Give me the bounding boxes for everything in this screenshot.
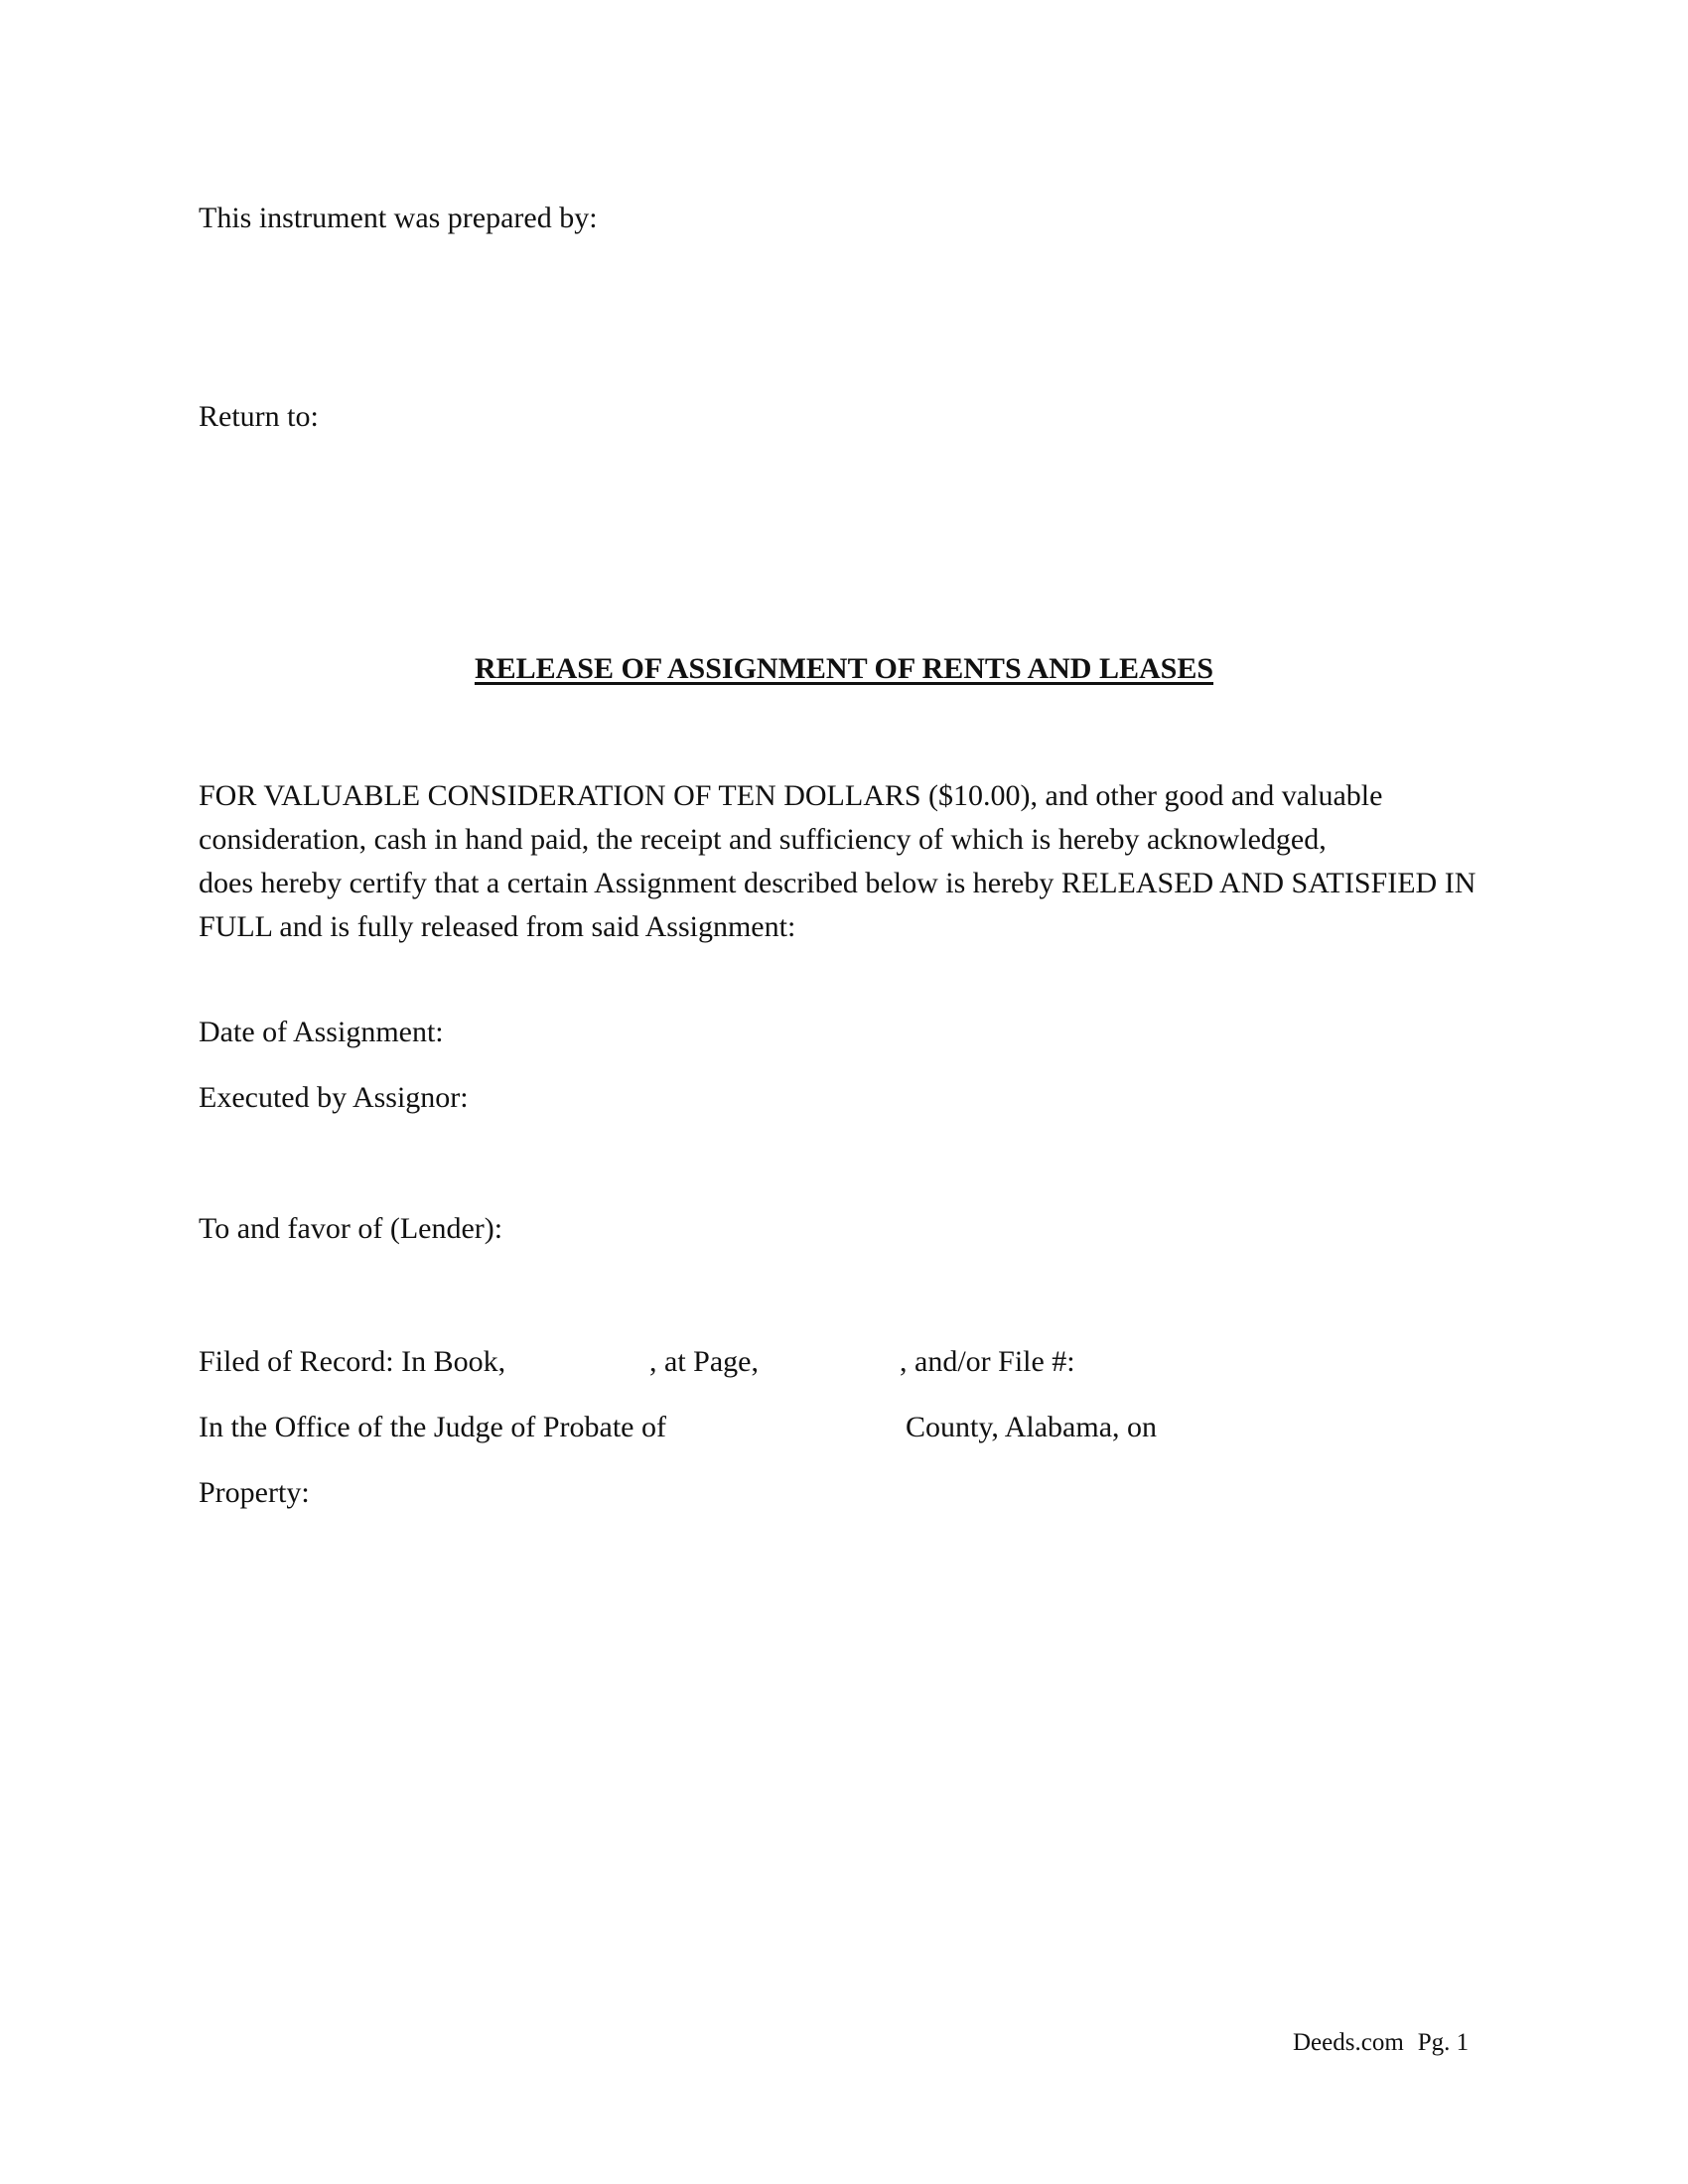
page-footer	[1293, 2025, 1469, 2061]
property-label: Property:	[199, 1476, 310, 1509]
certify-paragraph: does hereby certify that a certain Assignment described below is hereby RELEASED AND SATISFIED IN FULL and is fully released from said Assignment:	[199, 867, 1477, 943]
filed-of-record-label: Filed of Record: In Book,	[199, 1345, 506, 1378]
probate-office-row	[0, 1406, 1688, 1449]
lender-label: To and favor of (Lender):	[199, 1212, 503, 1245]
probate-office-label: In the Office of the Judge of Probate of	[199, 1411, 666, 1443]
consideration-paragraph: FOR VALUABLE CONSIDERATION OF TEN DOLLARS ($10.00), and other good and valuable consideration, cash in hand paid, the receipt and sufficiency of which is hereby acknowledged,	[199, 779, 1383, 856]
footer-site: Deeds.com	[1293, 2029, 1404, 2056]
county-label: County, Alabama, on	[906, 1411, 1158, 1443]
at-page-label: , at Page,	[649, 1345, 759, 1378]
date-of-assignment-label: Date of Assignment:	[199, 1016, 444, 1048]
prepared-by-label: This instrument was prepared by:	[199, 202, 598, 234]
filed-of-record-row	[0, 1340, 1688, 1384]
footer-page-number: Pg. 1	[1417, 2029, 1470, 2056]
file-number-label: , and/or File #:	[900, 1345, 1075, 1378]
document-title: RELEASE OF ASSIGNMENT OF RENTS AND LEASES	[474, 652, 1214, 685]
executed-by-assignor-label: Executed by Assignor:	[199, 1081, 469, 1114]
body-paragraph	[199, 774, 1489, 949]
return-to-label: Return to:	[199, 400, 319, 433]
